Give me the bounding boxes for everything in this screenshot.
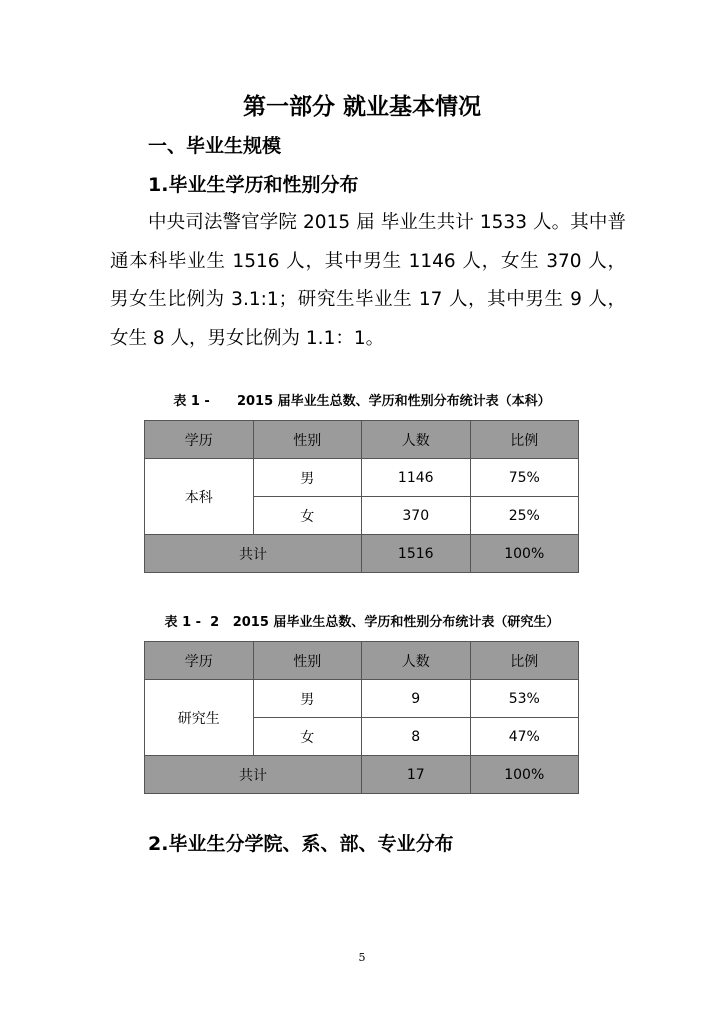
- total-ratio: 100%: [470, 535, 579, 573]
- section-heading: 一、毕业生规模: [148, 135, 282, 157]
- gender-cell: 男: [253, 459, 362, 497]
- count-cell: 1146: [362, 459, 471, 497]
- table-header-row: [145, 421, 579, 459]
- total-count: 17: [362, 756, 471, 794]
- count-cell: 370: [362, 497, 471, 535]
- ratio-cell: 25%: [470, 497, 579, 535]
- table-undergraduate: [144, 420, 579, 573]
- table-header-row: [145, 642, 579, 680]
- total-label: 共计: [145, 535, 362, 573]
- gender-cell: 女: [253, 497, 362, 535]
- page-number: 5: [358, 951, 366, 964]
- header-education: 学历: [145, 642, 254, 680]
- table-graduate: [144, 641, 579, 794]
- header-education: 学历: [145, 421, 254, 459]
- gender-cell: 女: [253, 718, 362, 756]
- count-cell: 9: [362, 680, 471, 718]
- header-ratio: 比例: [470, 421, 579, 459]
- summary-paragraph: 中央司法警官学院 2015 届 毕业生共计 1533 人。其中普通本科毕业生 1516 人，其中男生 1146 人，女生 370 人，男女生比例为 3.1:1；研究生毕业生 17 人，其中男生 9 人，女生 8 人，男女比例为 1.1：1。: [110, 212, 626, 349]
- total-label: 共计: [145, 756, 362, 794]
- gender-cell: 男: [253, 680, 362, 718]
- subsection-heading-2: 2.毕业生分学院、系、部、专业分布: [148, 833, 454, 855]
- education-cell: 研究生: [145, 680, 254, 756]
- table-2-caption: 表 1 - 2 2015 届毕业生总数、学历和性别分布统计表（研究生）: [164, 615, 560, 630]
- count-cell: 8: [362, 718, 471, 756]
- ratio-cell: 47%: [470, 718, 579, 756]
- table-row: [145, 680, 579, 718]
- table-total-row: [145, 756, 579, 794]
- header-count: 人数: [362, 421, 471, 459]
- total-ratio: 100%: [470, 756, 579, 794]
- header-gender: 性别: [253, 421, 362, 459]
- page-title: 第一部分 就业基本情况: [242, 94, 481, 120]
- education-cell: 本科: [145, 459, 254, 535]
- table-row: [145, 459, 579, 497]
- subsection-heading-1: 1.毕业生学历和性别分布: [148, 174, 359, 196]
- ratio-cell: 75%: [470, 459, 579, 497]
- header-gender: 性别: [253, 642, 362, 680]
- header-ratio: 比例: [470, 642, 579, 680]
- table-total-row: [145, 535, 579, 573]
- total-count: 1516: [362, 535, 471, 573]
- header-count: 人数: [362, 642, 471, 680]
- ratio-cell: 53%: [470, 680, 579, 718]
- table-1-caption: 表 1 - 2015 届毕业生总数、学历和性别分布统计表（本科）: [173, 394, 551, 409]
